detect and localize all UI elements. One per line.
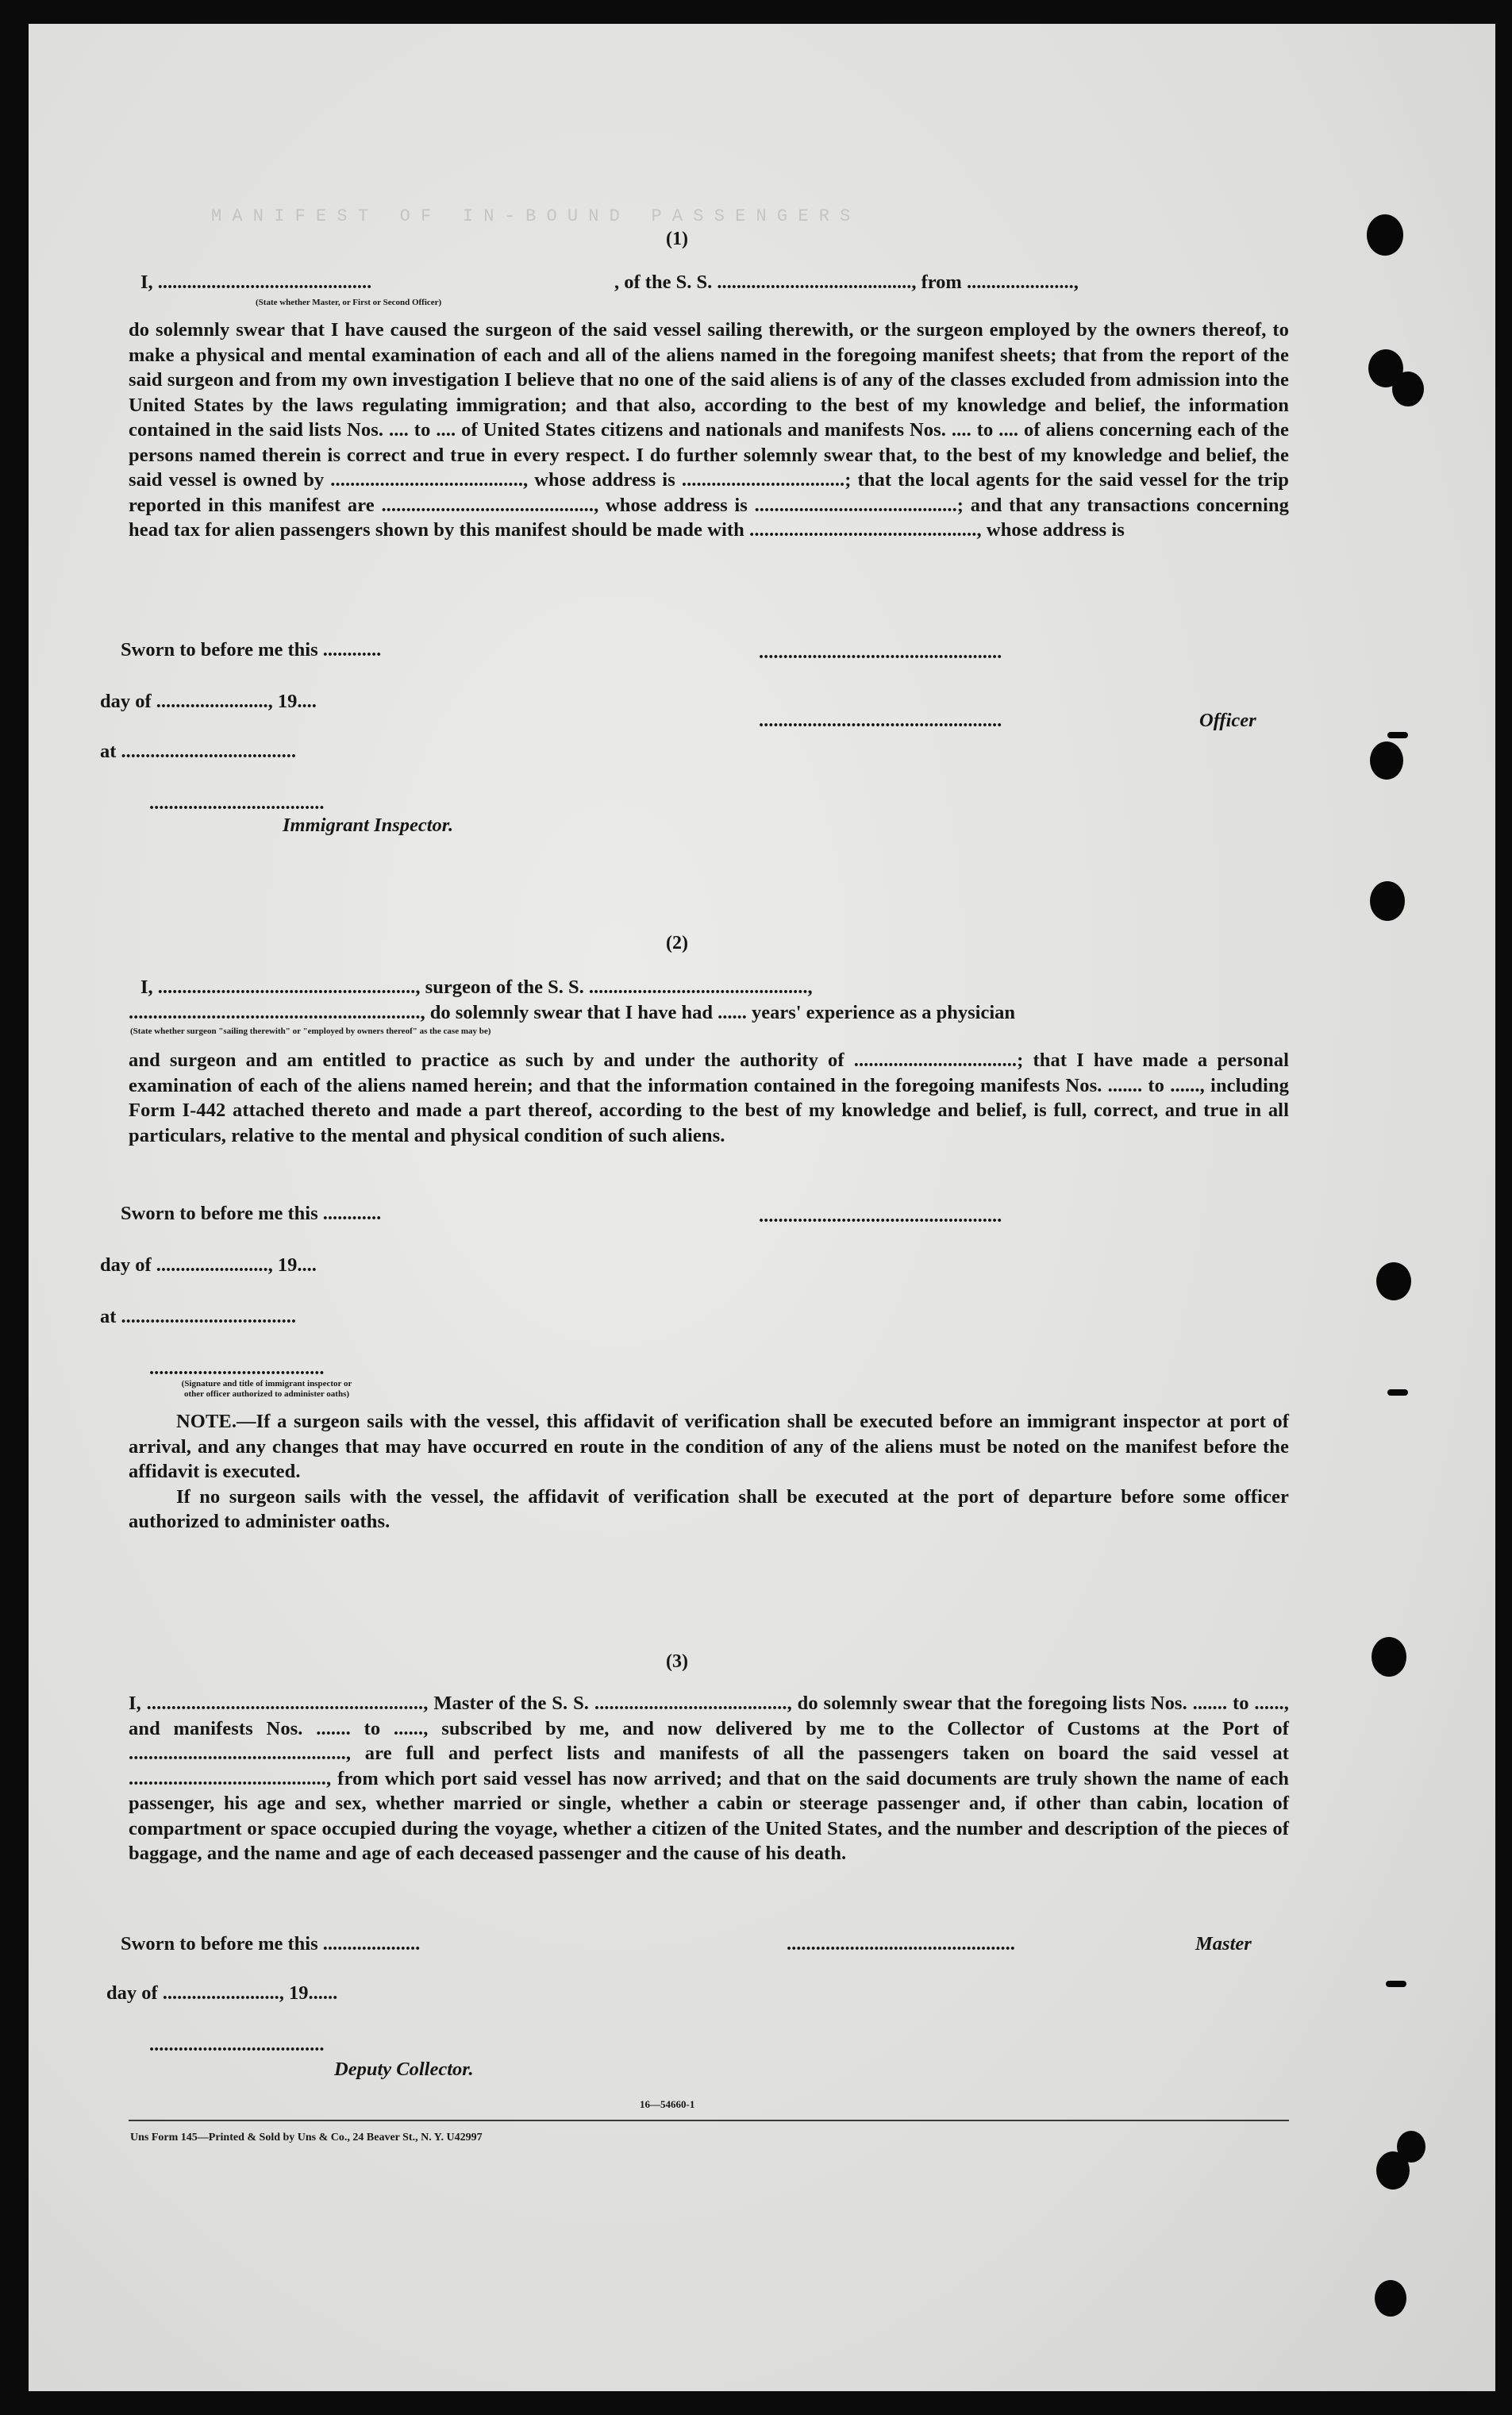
section-3-body-text: I, ........................................................, Master of the S. S. ......................................., do solemnly swear that the foregoing lists Nos. ....... to ......, and manifests Nos. ....... to ......, subscribed by me, and now delivered by me to the Collector of Customs at the Port of ............................................, are full and perfect lists and manifests of all the passengers taken on board the said vessel at ........................................, from which port said vessel has now arrived; and that on the said documents are truly shown the name of each passenger, his age and sex, whether married or single, whether a cabin or steerage passenger and, if other than cabin, location of compartment or space occupied during the voyage, whether a citizen of the United States, and the number and description of the pieces of baggage, and the name and age of each deceased passenger and the cause of his death.: [129, 1693, 1289, 1864]
scan-mark: [1386, 1981, 1406, 1987]
section-3-sworn: Sworn to before me this ....................: [121, 1933, 421, 1955]
punch-hole: [1397, 2131, 1425, 2163]
deputy-collector-label: Deputy Collector.: [334, 2059, 474, 2080]
section-2-line-1: I, ....................................................., surgeon of the S. S. .............................................,: [140, 976, 813, 998]
signature-title-note-text: (Signature and title of immigrant inspector or other officer authorized to administer oaths): [181, 1379, 352, 1399]
section-2-oath-line-right: ..................................................: [759, 1205, 1002, 1227]
section-1-signature-line: ....................................: [149, 792, 325, 814]
section-1-day: day of ......................., 19....: [100, 691, 317, 712]
section-2-notes: [129, 1409, 1289, 1535]
section-1-number: (1): [666, 229, 688, 249]
master-officer-note: (State whether Master, or First or Second Officer): [256, 298, 442, 307]
punch-hole: [1392, 372, 1424, 406]
section-2-day: day of ......................., 19....: [100, 1254, 317, 1276]
section-3-number: (3): [666, 1651, 688, 1672]
section-3-signature-line: ....................................: [149, 2034, 325, 2055]
section-1-oath-line-right: ..................................................: [759, 641, 1002, 663]
section-3-master-dots: ...............................................: [787, 1933, 1015, 1955]
officer-label: Officer: [1199, 710, 1256, 731]
section-1-body-text: do solemnly swear that I have caused the surgeon of the said vessel sailing therewith, or the surgeon employed by the owners thereof, to make a physical and mental examination of each and all of the aliens named in the foregoing manifest sheets; that from the report of the said surgeon and from my own investigation I believe that no one of the said aliens is of any of the classes excluded from admission into the United States by the laws regulating immigration; and that also, according to the best of my knowledge and belief, the information contained in the said lists Nos. .... to .... of United States citizens and nationals and manifests Nos. .... to .... of aliens concerning each of the persons named therein is correct and true in every respect. I do further solemnly swear that, to the best of my knowledge and belief, the said vessel is owned by ......................................., whose address is .................................; that the local agents for the said vessel for the trip reported in this manifest are ..........................................., whose address is .........................................; and that any transactions concerning head tax for alien passengers shown by this manifest should be made with .............................................., whose address is: [129, 319, 1289, 541]
punch-hole: [1367, 214, 1403, 256]
section-3-day: day of ........................, 19......: [106, 1982, 338, 2004]
immigrant-inspector-label: Immigrant Inspector.: [283, 815, 454, 836]
scan-mark: [1387, 732, 1408, 738]
printer-imprint: Uns Form 145—Printed & Sold by Uns & Co., 24 Beaver St., N. Y. U42997: [130, 2132, 483, 2143]
form-code: 16—54660-1: [640, 2098, 695, 2110]
punch-hole: [1376, 1262, 1411, 1300]
section-2-body: [129, 1048, 1289, 1148]
manifest-page: [29, 24, 1495, 2391]
scan-mark: [1387, 1389, 1408, 1396]
section-2-signature-line: ....................................: [149, 1358, 325, 1379]
surgeon-note: (State whether surgeon "sailing therewith" or "employed by owners thereof" as the case may be): [130, 1026, 491, 1036]
section-3-body: [129, 1691, 1289, 1866]
section-1-opening-left: I, ............................................: [140, 272, 372, 293]
note-no-surgeon: If no surgeon sails with the vessel, the affidavit of verification shall be executed at the port of departure before some officer authorized to administer oaths.: [129, 1485, 1289, 1532]
signature-title-note: [171, 1379, 362, 1400]
punch-hole: [1372, 1637, 1406, 1677]
punch-hole: [1375, 2280, 1406, 2317]
footer-rule: [129, 2120, 1289, 2121]
section-2-number: (2): [666, 933, 688, 953]
section-1-body: [129, 318, 1289, 543]
section-1-at: at ....................................: [100, 741, 297, 762]
section-2-sworn: Sworn to before me this ............: [121, 1203, 382, 1224]
punch-hole: [1370, 881, 1405, 921]
section-1-officer-dots: ..................................................: [759, 710, 1002, 731]
bleed-through-text: M A N I F E S T O F I N - B O U N D P A S S E N G E R S: [211, 206, 851, 226]
section-1-opening: , of the S. S. ........................................, from ......................,: [614, 272, 1079, 293]
punch-hole: [1370, 741, 1403, 780]
section-2-at: at ....................................: [100, 1306, 297, 1327]
master-label: Master: [1195, 1933, 1252, 1955]
section-2-body-text: and surgeon and am entitled to practice as such by and under the authority of .................................; that I have made a personal examination of each of the aliens named herein; and that the information contained in the foregoing manifests Nos. ....... to ......, including Form I-442 attached thereto and made a part thereof, according to the best of my knowledge and belief, is full, correct, and true in all particulars, relative to the mental and physical condition of such aliens.: [129, 1050, 1289, 1146]
section-1-sworn: Sworn to before me this ............: [121, 639, 382, 661]
section-2-line-2: ............................................................, do solemnly swear that I have had ...... years' experience as a physician: [129, 1002, 1016, 1023]
note-surgeon-sails: NOTE.—If a surgeon sails with the vessel, this affidavit of verification shall be executed before an immigrant inspector at port of arrival, and any changes that may have occurred en route in the condition of any of the aliens must be noted on the manifest before the affidavit is executed.: [129, 1411, 1289, 1482]
